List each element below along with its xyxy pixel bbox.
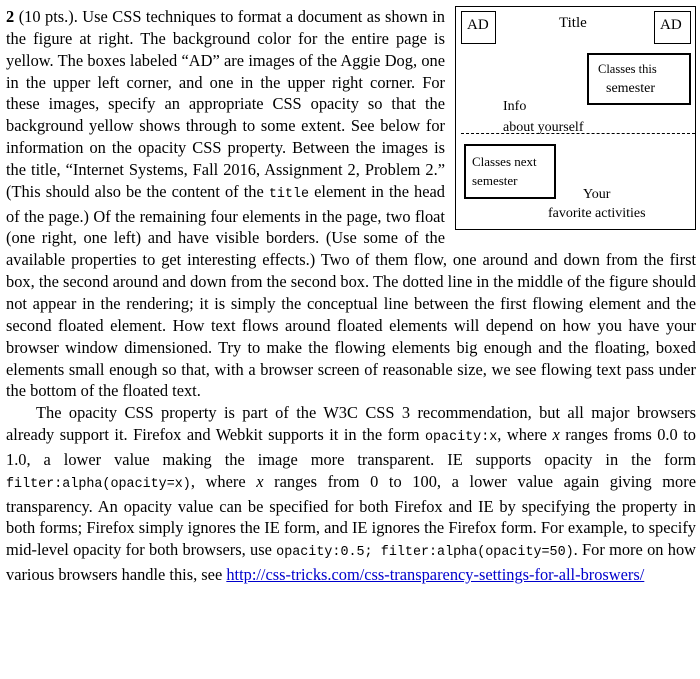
layout-figure bbox=[455, 6, 696, 230]
p2-text-5: ranges from 0 to 100, a lower value again giving more transparency. An opacity value can be specified for both Firefox and IE by specifying the property in both forms; Firefox simply ignores the IE form, and IE ignores the Firefox form. For example, to specify mid-level opacity for both browsers, use bbox=[6, 471, 696, 560]
p2-text-4: , where bbox=[190, 471, 257, 491]
x-var-1: x bbox=[552, 425, 560, 445]
opacity-code: opacity:x bbox=[424, 430, 498, 446]
figure-title: Title bbox=[559, 15, 587, 31]
ad-right-label: AD bbox=[660, 17, 682, 33]
css-tricks-link[interactable]: http://css-tricks.com/css-transparency-settings-for-all-broswers/ bbox=[226, 565, 645, 585]
problem-text bbox=[6, 6, 696, 586]
classes-this-label: Classes this bbox=[598, 62, 657, 76]
p2-text-3: ranges froms 0.0 to 1.0, a lower value making the image more transparent. IE supports opacity in the form bbox=[6, 425, 696, 469]
info-label: Info bbox=[503, 99, 527, 114]
about-yourself-label: about yourself bbox=[503, 120, 584, 135]
classes-next-label: Classes next bbox=[472, 154, 537, 169]
dotted-divider bbox=[461, 133, 695, 134]
x-var-2: x bbox=[256, 471, 264, 491]
p2-text-1: The opacity CSS property is part of the W3C CSS 3 recommendation, but all major browsers already support it. Firefox and Webkit supports it in the form bbox=[6, 403, 696, 445]
semester-label: semester bbox=[606, 81, 655, 96]
problem-number: 2 bbox=[6, 7, 15, 26]
p2-text-2: , where bbox=[497, 425, 553, 445]
p2-text-6: . For more on how various browsers handle this, see bbox=[6, 540, 696, 585]
filter-code: filter:alpha(opacity=x) bbox=[6, 476, 191, 492]
your-label: Your bbox=[583, 187, 611, 202]
p1-text-a: (10 pts.). Use CSS techniques to format a document as shown in the figure at right. The background color for the entire page is yellow. The boxes labeled “AD” are images of the Aggie Dog, one in the upper left corner, and one in the upper right corner. For these images, specify an appropriate CSS opacity so that the background yellow shows through to some extent. See below for information on the opacity CSS property. Between the images is the title, “Internet Systems, Fall 2016, Assignment 2, Problem 2.” (This should also be the content of the bbox=[6, 7, 445, 201]
example-code: opacity:0.5; filter:alpha(opacity=50) bbox=[276, 545, 574, 561]
paragraph-opacity bbox=[6, 402, 696, 586]
next-semester-label: semester bbox=[472, 173, 518, 188]
favorite-activities-label: favorite activities bbox=[548, 206, 646, 221]
ad-left-label: AD bbox=[467, 17, 489, 33]
p1-text-b: element in the head of the page.) Of the remaining four elements in the page, two float (one right, one left) and have visible borders. (Use some of the available properties to get interesting effects.) Two of them flow, one around and down from the first box, the second around and down from the second box. The dotted line in the middle of the figure should not appear in the rendering; it is simply the conceptual line between the first flowing element and the second floated element. How text flows around floated elements will depend on how you have your browser window dimensioned. Try to make the flowing elements big enough and the floating, boxed elements small enough so that, with a browser screen of reasonable size, we see flowing text pass under the bottom of the floated text. bbox=[6, 181, 696, 401]
title-code: title bbox=[268, 186, 310, 202]
